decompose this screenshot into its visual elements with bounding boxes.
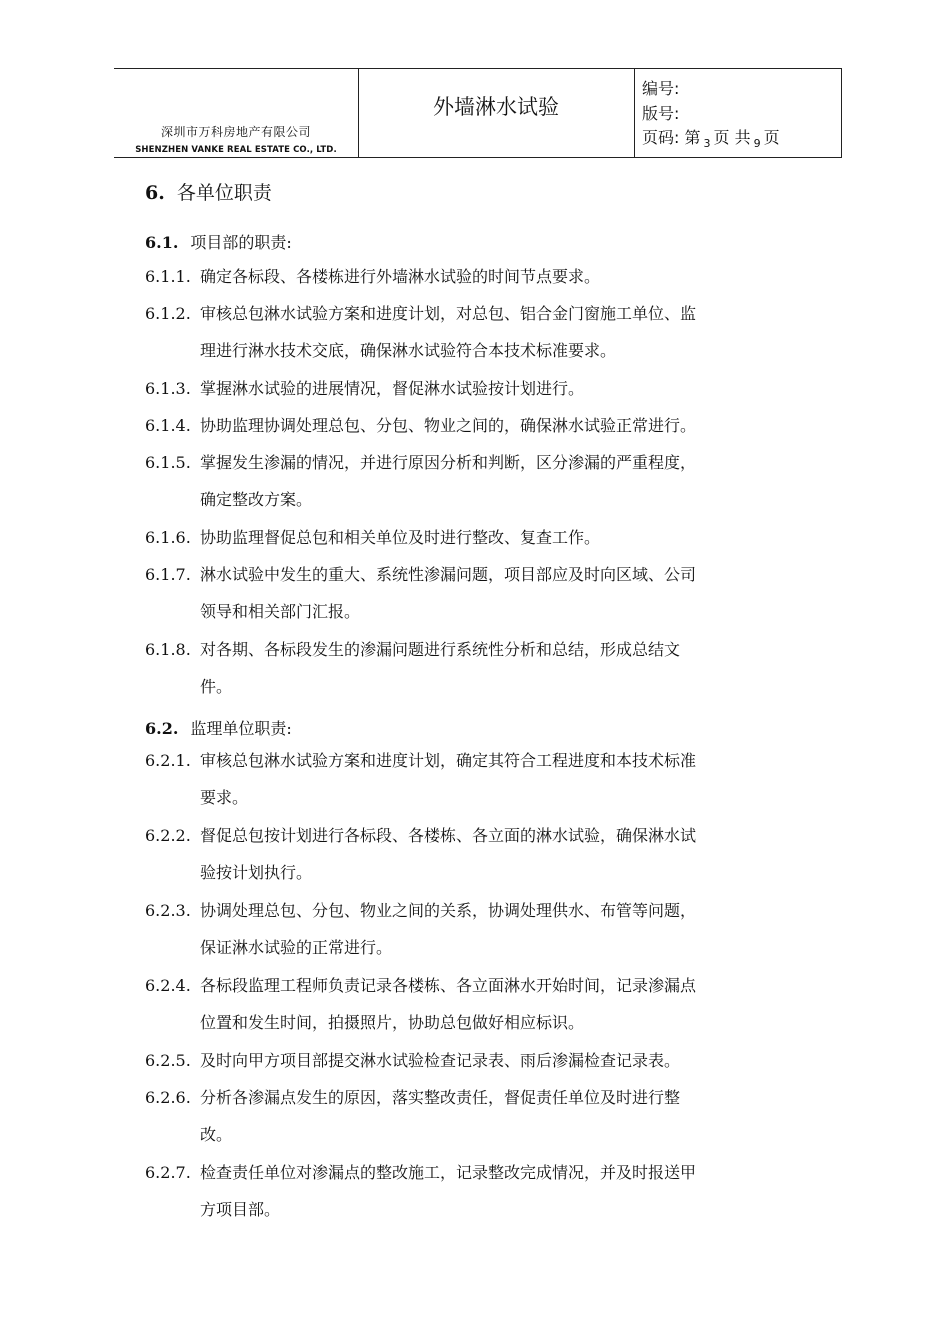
- item-text: 要求。: [200, 788, 249, 807]
- list-item: [145, 1154, 815, 1228]
- item-number: 6.1.2.: [145, 304, 191, 323]
- item-number: 6.2.1.: [145, 751, 191, 770]
- subsection-number: 6.2.: [145, 719, 179, 738]
- list-item: [145, 892, 815, 966]
- item-number: 6.2.4.: [145, 976, 191, 995]
- item-text: 验按计划执行。: [200, 863, 313, 882]
- item-number: 6.1.3.: [145, 379, 191, 398]
- item-number: 6.1.1.: [145, 267, 191, 286]
- item-text: 协助监理协调处理总包、分包、物业之间的，确保淋水试验正常进行。: [200, 416, 697, 435]
- item-text: 及时向甲方项目部提交淋水试验检查记录表、雨后渗漏检查记录表。: [200, 1051, 681, 1070]
- list-item: [145, 631, 815, 705]
- item-number: 6.1.4.: [145, 416, 191, 435]
- page-suffix: 页: [763, 128, 780, 147]
- section-number: 6.: [145, 182, 165, 204]
- document-title: 外墙淋水试验: [433, 95, 559, 119]
- item-text: 方项目部。: [200, 1200, 281, 1219]
- company-name-cn: 深圳市万科房地产有限公司: [160, 125, 311, 139]
- list-item: [145, 556, 815, 630]
- item-number: 6.2.6.: [145, 1088, 191, 1107]
- section-heading: [145, 178, 272, 205]
- list-item: [145, 817, 815, 891]
- header-divider: [634, 69, 635, 157]
- list-item: [145, 407, 815, 444]
- company-name-en: SHENZHEN VANKE REAL ESTATE CO., LTD.: [135, 145, 337, 155]
- item-text: 分析各渗漏点发生的原因，落实整改责任，督促责任单位及时进行整: [200, 1088, 681, 1107]
- item-text: 审核总包淋水试验方案和进度计划，确定其符合工程进度和本技术标准: [200, 751, 697, 770]
- item-text: 淋水试验中发生的重大、系统性渗漏问题，项目部应及时向区域、公司: [200, 565, 697, 584]
- item-text: 各标段监理工程师负责记录各楼栋、各立面淋水开始时间，记录渗漏点: [200, 976, 697, 995]
- item-text: 督促总包按计划进行各标段、各楼栋、各立面的淋水试验，确保淋水试: [200, 826, 697, 845]
- item-text: 理进行淋水技术交底，确保淋水试验符合本技术标准要求。: [200, 341, 617, 360]
- page-total: 9: [753, 137, 761, 150]
- item-text: 审核总包淋水试验方案和进度计划，对总包、铝合金门窗施工单位、监: [200, 304, 697, 323]
- item-number: 6.2.3.: [145, 901, 191, 920]
- item-text: 保证淋水试验的正常进行。: [200, 938, 393, 957]
- item-text: 位置和发生时间，拍摄照片，协助总包做好相应标识。: [200, 1013, 585, 1032]
- page-label: 页码:: [642, 128, 680, 147]
- item-number: 6.1.6.: [145, 528, 191, 547]
- item-number: 6.1.5.: [145, 453, 191, 472]
- item-text: 确定整改方案。: [200, 490, 313, 509]
- page-indicator: [642, 125, 780, 148]
- document-number-label: 编号:: [642, 79, 680, 98]
- item-number: 6.2.2.: [145, 826, 191, 845]
- item-text: 掌握淋水试验的进展情况，督促淋水试验按计划进行。: [200, 379, 585, 398]
- list-item: [145, 1042, 815, 1079]
- list-item: [145, 258, 815, 295]
- list-item: [145, 444, 815, 518]
- item-text: 检查责任单位对渗漏点的整改施工，记录整改完成情况，并及时报送甲: [200, 1163, 697, 1182]
- subsection-heading: [145, 230, 292, 253]
- list-item: [145, 1079, 815, 1153]
- item-text: 改。: [200, 1125, 233, 1144]
- page-mid: 页 共: [713, 128, 751, 147]
- item-number: 6.2.7.: [145, 1163, 191, 1182]
- subsection-title: 项目部的职责:: [190, 233, 292, 252]
- subsection-number: 6.1.: [145, 233, 179, 252]
- list-item: [145, 370, 815, 407]
- list-item: [145, 967, 815, 1041]
- list-item: [145, 519, 815, 556]
- item-number: 6.1.8.: [145, 640, 191, 659]
- page-current: 3: [703, 137, 711, 150]
- document-header: [114, 68, 842, 158]
- item-text: 协助监理督促总包和相关单位及时进行整改、复查工作。: [200, 528, 601, 547]
- item-text: 对各期、各标段发生的渗漏问题进行系统性分析和总结，形成总结文: [200, 640, 681, 659]
- item-text: 领导和相关部门汇报。: [200, 602, 361, 621]
- item-text: 掌握发生渗漏的情况，并进行原因分析和判断，区分渗漏的严重程度，: [200, 453, 697, 472]
- item-text: 协调处理总包、分包、物业之间的关系，协调处理供水、布管等问题，: [200, 901, 697, 920]
- item-number: 6.2.5.: [145, 1051, 191, 1070]
- list-item: [145, 742, 815, 816]
- item-text: 确定各标段、各楼栋进行外墙淋水试验的时间节点要求。: [200, 267, 601, 286]
- list-item: [145, 295, 815, 369]
- item-text: 件。: [200, 677, 233, 696]
- subsection-heading: [145, 716, 292, 739]
- item-number: 6.1.7.: [145, 565, 191, 584]
- page-prefix: 第: [684, 128, 701, 147]
- document-version-label: 版号:: [642, 104, 680, 123]
- section-title: 各单位职责: [176, 182, 272, 204]
- subsection-title: 监理单位职责:: [190, 719, 292, 738]
